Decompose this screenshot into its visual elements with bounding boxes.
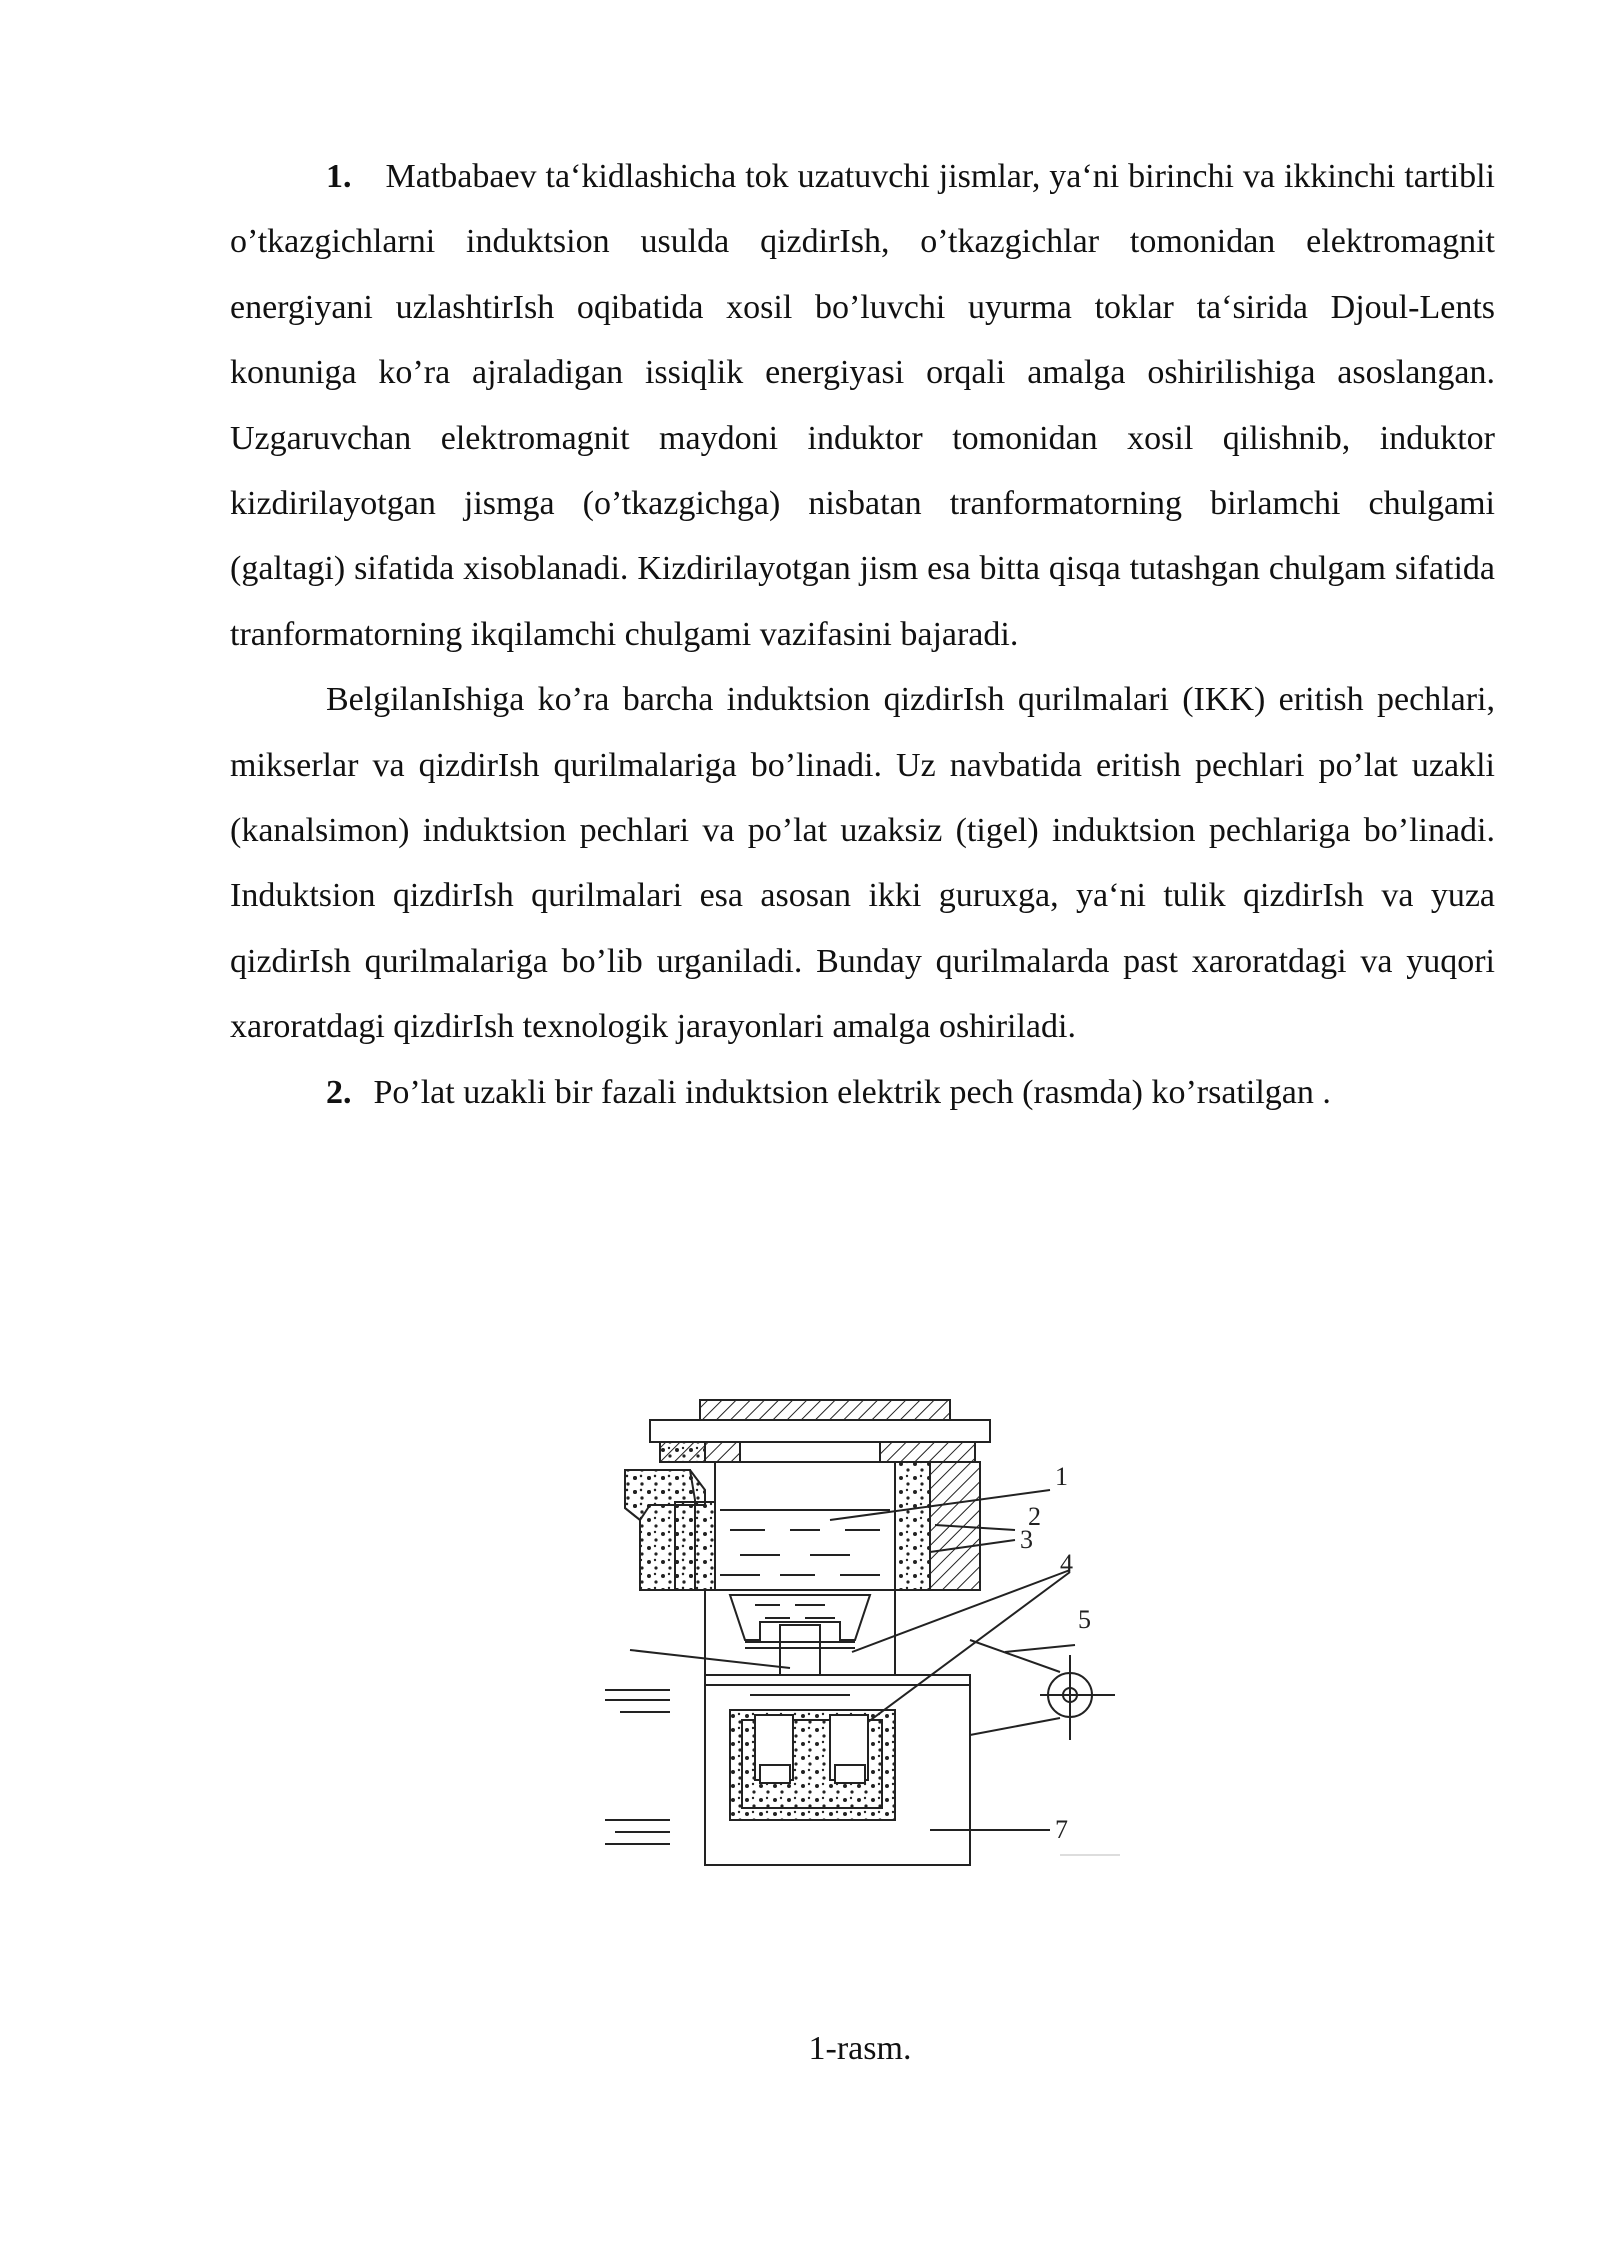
paragraph-text: BelgilanIshiga ko’ra barcha induktsion qizdirIsh qurilmalari (IKK) eritish pechlari, mikserlar va qizdirIsh qurilmalariga bo’linadi. Uz navbatida eritish pechlari po’lat uzakli (kanalsimon) induktsion pechlari va po’lat uzaksiz (tigel) induktsion pechlariga bo’linadi. Induktsion qizdirIsh qurilmalari esa asosan ikki guruxga, ya‘ni tulik qizdirIsh va yuza qizdirIsh qurilmalariga bo’lib urganiladi. Bunday qurilmalarda past xaroratdagi va yuqori xaroratdagi qizdirIsh texnologik jarayonlari amalga oshiriladi. bbox=[230, 681, 1495, 1046]
paragraph-3 bbox=[230, 1060, 1495, 1125]
label-5: 5 bbox=[1078, 1605, 1091, 1634]
paragraph-text: Matbabaev ta‘kidlashicha tok uzatuvchi jismlar, ya‘ni birinchi va ikkinchi tartibli o’tkazgichlarni induktsion usulda qizdirIsh, o’tkazgichlar tomonidan elektromagnit energiyani uzlashtirIsh oqibatida xosil bo’luvchi uyurma toklar ta‘sirida Djoul-Lents konuniga ko’ra ajraladigan issiqlik energiyasi orqali amalga oshirilishiga asoslangan. Uzgaruvchan elektromagnit maydoni induktor tomonidan xosil qilishnib, induktor kizdirilayotgan jismga (o’tkazgichga) nisbatan tranformatorning birlamchi chulgami (galtagi) sifatida xisoblanadi. Kizdirilayotgan jism esa bitta qisqa tutashgan chulgam sifatida tranformatorning ikqilamchi chulgami vazifasini bajaradi. bbox=[230, 158, 1495, 653]
figure-caption: 1-rasm. bbox=[808, 2030, 912, 2067]
right-lining bbox=[895, 1462, 930, 1590]
paragraph-2 bbox=[230, 667, 1495, 1059]
label-1: 1 bbox=[1055, 1462, 1068, 1491]
furnace-drawing bbox=[590, 1390, 1150, 1950]
paragraph-number: 1. bbox=[326, 158, 352, 195]
label-4: 4 bbox=[1060, 1549, 1073, 1578]
label-7: 7 bbox=[1055, 1815, 1068, 1844]
paragraph-1 bbox=[230, 144, 1495, 667]
lid-top bbox=[700, 1400, 950, 1420]
label-3: 3 bbox=[1020, 1525, 1033, 1554]
body-text bbox=[230, 144, 1495, 1125]
paragraph-text: Po’lat uzakli bir fazali induktsion elektrik pech (rasmda) ko’rsatilgan . bbox=[373, 1073, 1331, 1111]
figure-labels bbox=[1020, 1462, 1091, 1844]
label-2: 2 bbox=[1028, 1502, 1041, 1531]
molten-bath bbox=[715, 1462, 895, 1590]
lid-plate bbox=[650, 1420, 990, 1442]
furnace-diagram bbox=[590, 1390, 1150, 1950]
paragraph-number: 2. bbox=[326, 1073, 352, 1111]
